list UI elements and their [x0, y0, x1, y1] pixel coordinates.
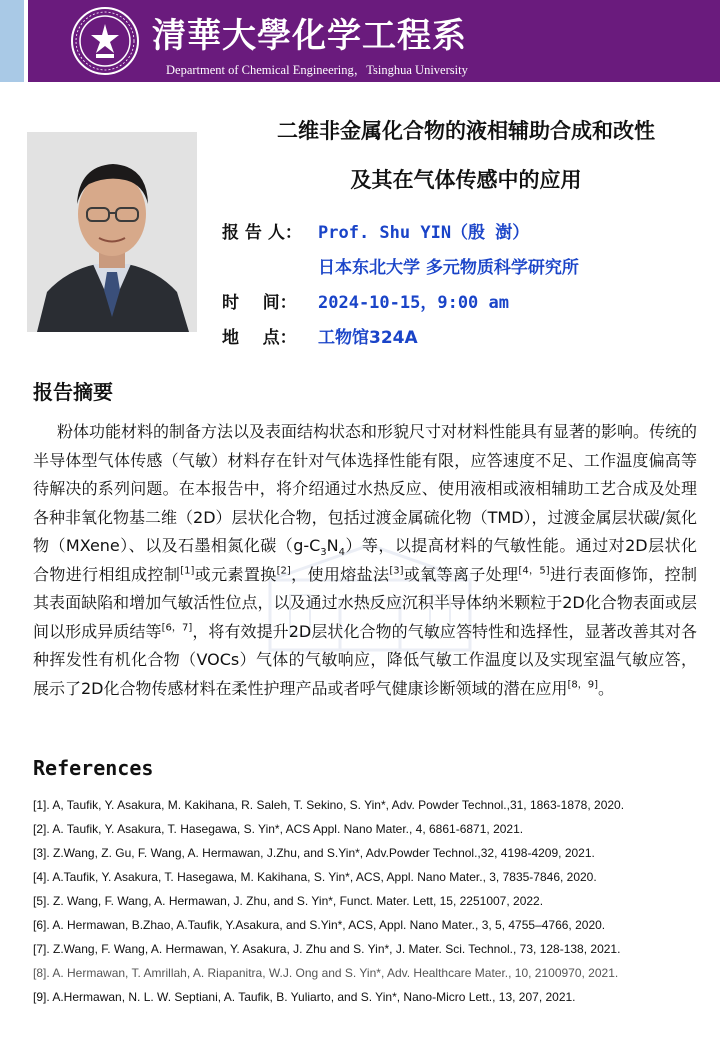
place-row	[222, 323, 702, 349]
abstract-text-7: 进行表面修饰，控制其表面缺陷和增加气敏活性位点，以及通过水热反应沉积半导体纳米颗粒于2D化合物表面或层间以形成异质结等	[33, 564, 697, 641]
citation-2: [2]	[276, 565, 291, 577]
abstract-heading: 报告摘要	[33, 380, 113, 404]
talk-place: 工物馆324A	[318, 328, 418, 348]
header-subtitle: Department of Chemical Engineering，Tsinghua University	[166, 63, 468, 77]
abstract-text-8: ，将有效提升2D层状化合物的气敏应答特性和选择性，显著改善其对各种挥发性有机化合物（VOCs）气体的气敏响应，降低气敏工作温度以及实现室温气敏应答， 展示了2D化合物传感材料在柔性护理产品或者呼气健康诊断领域的潜在应用	[33, 621, 697, 698]
talk-time: 2024-10-15，9:00 am	[318, 293, 509, 313]
reference-item: [5]. Z. Wang, F. Wang, A. Hermawan, J. Zhu, and S. Yin*, Funct. Mater. Lett, 15, 2251007, 2022.	[33, 894, 544, 908]
abstract-text-1: 粉体功能材料的制备方法以及表面结构状态和形貌尺寸对材料性能具有显著的影响。传统的半导体型气体传感（气敏）材料存在针对气体选择性能有限，应答速度不足、工作温度偏高等待解决的系列问题。在本报告中，将介绍通过水热反应、使用液相或液相辅助工艺合成及处理各种非氧化物基二维（2D）层状化合物，包括过渡金属硫化物（TMD），过渡金属层状碳/氮化物（MXene）、以及石墨相氮化碳（g-C	[33, 422, 698, 555]
header-title: 清華大學化学工程系	[152, 16, 467, 56]
citation-6-7: [6，7]	[161, 622, 193, 634]
subscript-4: 4	[338, 547, 346, 559]
abstract-text-5: ，使用熔盐法	[290, 564, 390, 584]
references-list	[33, 793, 713, 1009]
speaker-affiliation: 日本东北大学 多元物质科学研究所	[318, 258, 579, 278]
abstract-text-2: N	[326, 536, 339, 555]
time-label: 时 间：	[222, 293, 297, 313]
talk-title-line-2: 及其在气体传感中的应用	[350, 168, 582, 192]
header-banner	[0, 0, 720, 82]
references-heading: References	[33, 756, 154, 780]
time-row	[222, 288, 702, 314]
abstract-text-4: 或元素置换	[194, 564, 277, 584]
reference-item: [6]. A. Hermawan, B.Zhao, A.Taufik, Y.Asakura, and S.Yin*, ACS, Appl. Nano Mater., 3, 5, 4755–4766, 2020.	[33, 918, 606, 932]
abstract-text-6: 或氧等离子处理	[403, 564, 519, 584]
speaker-row	[222, 218, 702, 244]
subscript-3: 3	[320, 547, 327, 559]
affiliation-row	[222, 253, 702, 279]
university-seal-icon	[70, 6, 140, 76]
reference-item: [4]. A.Taufik, Y. Asakura, T. Hasegawa, M. Kakihana, S. Yin*, ACS, Appl. Nano Mater., 3, 7835-7846, 2020.	[33, 870, 597, 884]
citation-8-9: [8，9]	[567, 679, 599, 691]
speaker-name: Prof. Shu YIN（殷 澍）	[318, 223, 530, 243]
place-label: 地 点：	[222, 328, 297, 348]
reference-item: [7]. Z.Wang, F. Wang, A. Hermawan, Y. Asakura, J. Zhu and S. Yin*, J. Mater. Sci. Technol., 73, 128-138, 2021.	[33, 942, 621, 956]
abstract-text-9: 。	[598, 678, 615, 698]
reference-item: [3]. Z.Wang, Z. Gu, F. Wang, A. Hermawan, J.Zhu, and S.Yin*, Adv.Powder Technol.,32, 4198-4209, 2021.	[33, 846, 595, 860]
reference-item: [1]. A, Taufik, Y. Asakura, M. Kakihana, R. Saleh, T. Sekino, S. Yin*, Adv. Powder Technol.,31, 1863-1878, 2020.	[33, 798, 625, 812]
citation-4-5: [4，5]	[518, 565, 550, 577]
reference-item: [9]. A.Hermawan, N. L. W. Septiani, A. Taufik, B. Yuliarto, and S. Yin*, Nano-Micro Lett., 13, 207, 2021.	[33, 990, 576, 1004]
citation-1: [1]	[180, 565, 195, 577]
banner-stripe-white	[24, 0, 28, 82]
abstract-body	[33, 418, 697, 703]
reference-item: [2]. A. Taufik, Y. Asakura, T. Hasegawa, S. Yin*, ACS Appl. Nano Mater., 4, 6861-6871, 2021.	[33, 822, 524, 836]
banner-stripe	[0, 0, 24, 82]
speaker-portrait-icon	[27, 132, 197, 332]
abstract-text-3: ）等，以提高材料的气敏性能。通过对2D层状化合物进行相组成控制	[33, 536, 697, 584]
speaker-photo	[27, 132, 197, 332]
citation-3: [3]	[389, 565, 404, 577]
speaker-label: 报 告 人：	[222, 223, 302, 243]
reference-item: [8]. A. Hermawan, T. Amrillah, A. Riapanitra, W.J. Ong and S. Yin*, Adv. Healthcare Mater., 10, 2100970, 2021.	[33, 966, 619, 980]
talk-title-line-1: 二维非金属化合物的液相辅助合成和改性	[277, 119, 655, 143]
